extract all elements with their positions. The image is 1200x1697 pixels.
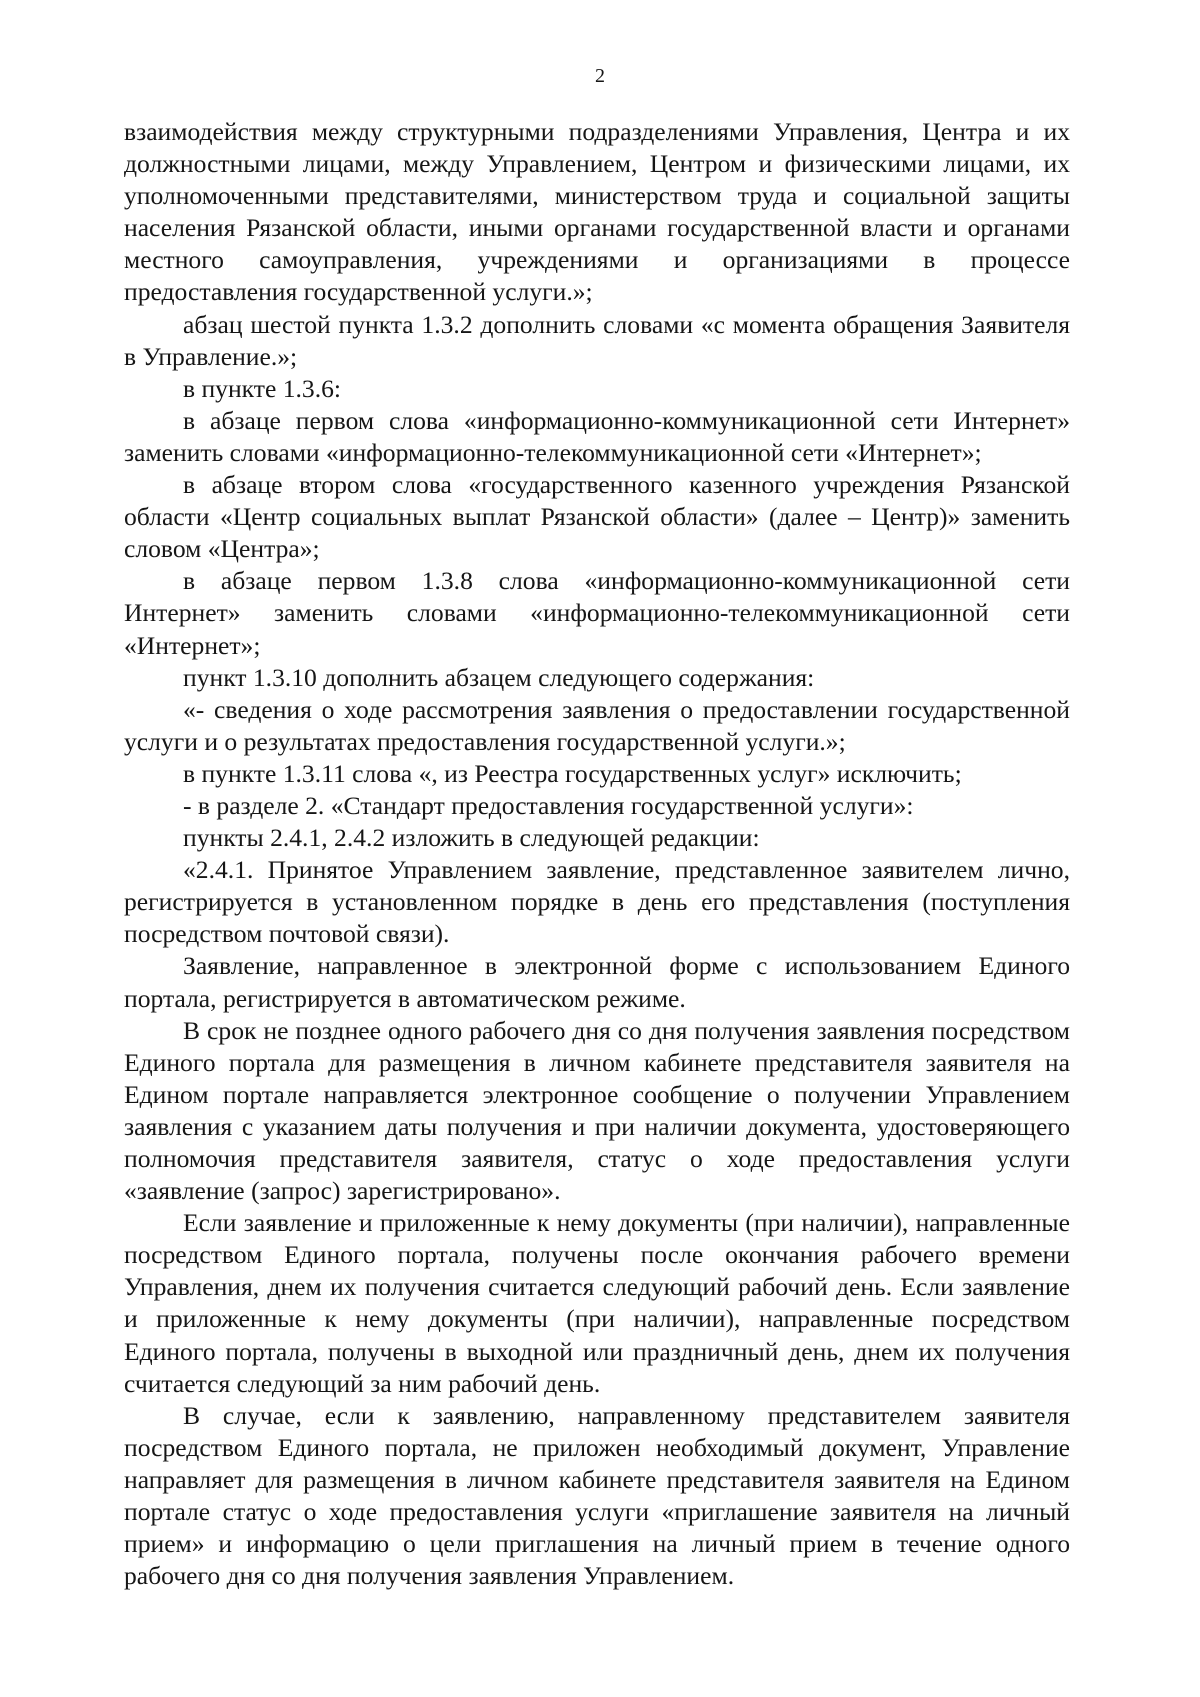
paragraph: в абзаце первом 1.3.8 слова «информационно-коммуникационной сети Интернет» заменить словами «информационно-телекоммуникационной сети «Интернет»; [124,566,1070,660]
paragraph: В срок не позднее одного рабочего дня со дня получения заявления посредством Единого портала для размещения в личном кабинете представителя заявителя на Едином портале направляется электронное сообщение о получении Управлением заявления с указанием даты получения и при наличии документа, удостоверяющего полномочия представителя заявителя, статус о ходе предоставления услуги «заявление (запрос) зарегистрировано». [124,1015,1070,1206]
paragraph: пункты 2.4.1, 2.4.2 изложить в следующей редакции: [183,823,760,853]
document-body [124,116,1070,1592]
paragraph: абзац шестой пункта 1.3.2 дополнить словами «с момента обращения Заявителя в Управление.»; [124,309,1070,371]
paragraph: «2.4.1. Принятое Управлением заявление, представленное заявителем лично, регистрируется в установленном порядке в день его представления (поступления посредством почтовой связи). [124,855,1070,949]
paragraph: В случае, если к заявлению, направленному представителем заявителя посредством Единого портала, не приложен необходимый документ, Управление направляет для размещения в личном кабинете представителя заявителя на Едином портале статус о ходе предоставления услуги «приглашение заявителя на личный прием» и информацию о цели приглашения на личный прием в течение одного рабочего дня со дня получения заявления Управлением. [124,1400,1070,1591]
paragraph: «- сведения о ходе рассмотрения заявления о предоставлении государственной услуги и о результатах предоставления государственной услуги.»; [124,694,1070,756]
paragraph: в абзаце первом слова «информационно-коммуникационной сети Интернет» заменить словами «информационно-телекоммуникационной сети «Интернет»; [124,405,1070,467]
page-number: 2 [595,65,605,87]
paragraph: в пункте 1.3.11 слова «, из Реестра государственных услуг» исключить; [183,758,962,788]
paragraph: Если заявление и приложенные к нему документы (при наличии), направленные посредством Единого портала, получены после окончания рабочего времени Управления, днем их получения считается следующий рабочий день. Если заявление и приложенные к нему документы (при наличии), направленные посредством Единого портала, получены в выходной или праздничный день, днем их получения считается следующий за ним рабочий день. [124,1208,1070,1398]
paragraph: в пункте 1.3.6: [183,373,342,403]
paragraph: Заявление, направленное в электронной форме с использованием Единого портала, регистрируется в автоматическом режиме. [124,951,1070,1013]
paragraph: пункт 1.3.10 дополнить абзацем следующего содержания: [183,662,815,692]
paragraph-continuation: взаимодействия между структурными подразделениями Управления, Центра и их должностными лицами, между Управлением, Центром и физическими лицами, их уполномоченными представителями, министерством труда и социальной защиты населения Рязанской области, иными органами государственной власти и органами местного самоуправления, учреждениями и организациями в процессе предоставления государственной услуги.»; [124,117,1070,307]
paragraph: - в разделе 2. «Стандарт предоставления государственной услуги»: [183,790,914,820]
paragraph: в абзаце втором слова «государственного казенного учреждения Рязанской области «Центр социальных выплат Рязанской области» (далее – Центр)» заменить словом «Центра»; [124,470,1070,564]
